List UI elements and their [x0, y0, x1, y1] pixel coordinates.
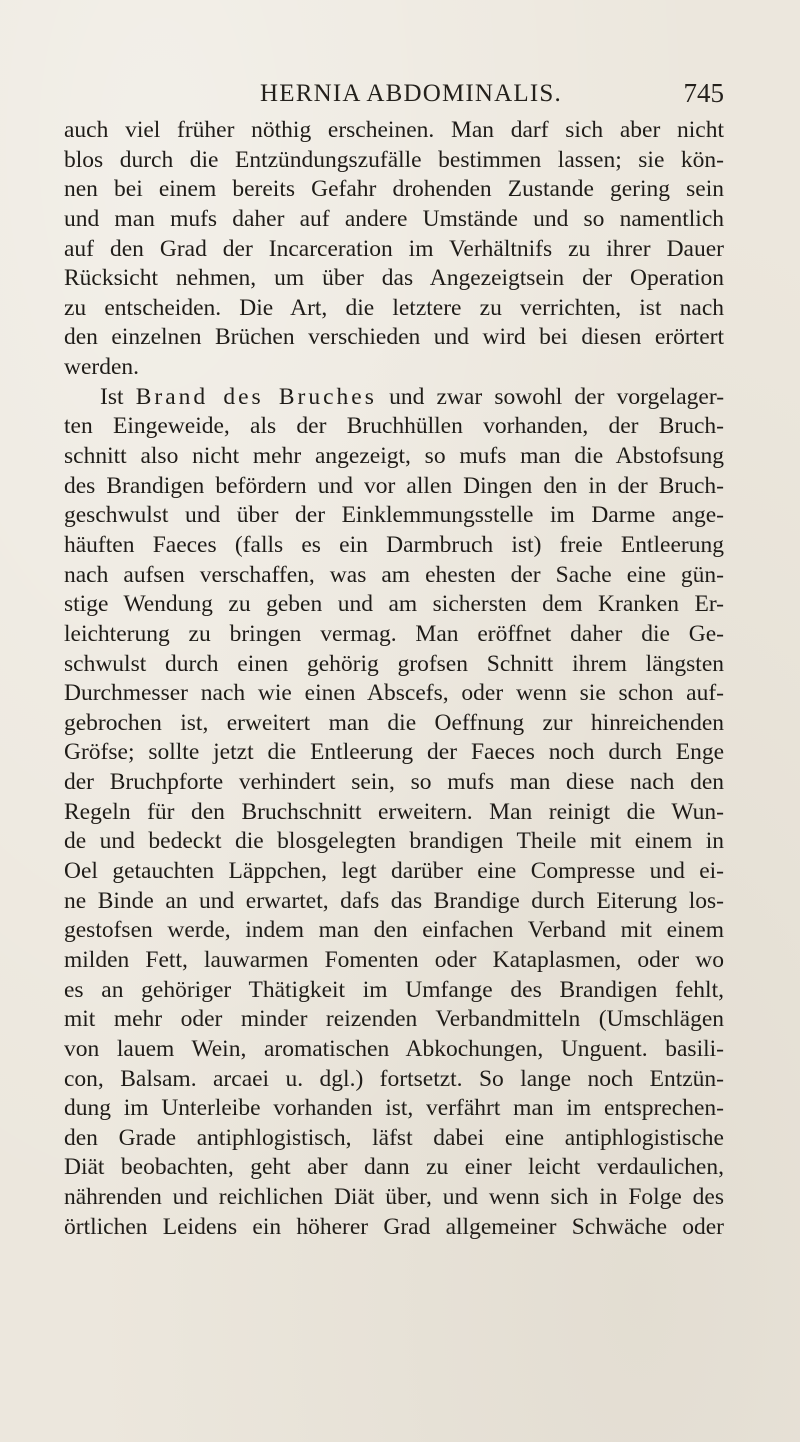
text-line: auf den Grad der Incarceration im Verhältnifs zu ihrer Dauer: [64, 235, 724, 262]
text-line: häuften Faeces (falls es ein Darmbruch ist) freie Entleerung: [64, 531, 724, 558]
text-line: werden.: [64, 354, 140, 381]
text-line: örtlichen Leidens ein höherer Grad allgemeiner Schwäche oder: [64, 1213, 724, 1240]
page-number: 745: [683, 78, 724, 108]
text-line: milden Fett, lauwarmen Fomenten oder Kataplasmen, oder wo: [64, 946, 724, 973]
text-line: ne Binde an und erwartet, dafs das Brandige durch Eiterung los-: [64, 887, 724, 914]
text-line: blos durch die Entzündungszufälle bestimmen lassen; sie kön-: [64, 146, 724, 173]
text-line: ten Eingeweide, als der Bruchhüllen vorhanden, der Bruch-: [64, 413, 724, 440]
text-line: Diät beobachten, geht aber dann zu einer leicht verdaulichen,: [64, 1154, 724, 1181]
text-line: Gröfse; sollte jetzt die Entleerung der Faeces noch durch Enge: [64, 739, 724, 766]
text-line: schnitt also nicht mehr angezeigt, so mufs man die Abstofsung: [64, 443, 724, 470]
text-line: nach aufsen verschaffen, was am ehesten der Sache eine gün-: [64, 561, 724, 588]
text-line: von lauem Wein, aromatischen Abkochungen, Unguent. basili-: [64, 1035, 724, 1062]
text-line: des Brandigen befördern und vor allen Dingen den in der Bruch-: [64, 472, 724, 499]
text-line: stige Wendung zu geben und am sichersten dem Kranken Er-: [64, 591, 724, 618]
text-line: gestofsen werde, indem man den einfachen Verband mit einem: [64, 917, 724, 944]
text-line: Regeln für den Bruchschnitt erweitern. Man reinigt die Wun-: [64, 798, 724, 825]
text-line: Rücksicht nehmen, um über das Angezeigtsein der Operation: [64, 265, 724, 292]
text-line: es an gehöriger Thätigkeit im Umfange des Brandigen fehlt,: [64, 976, 724, 1003]
spaced-emphasis: Brand des Bruches: [135, 383, 377, 410]
text-line: den Grade antiphlogistisch, läfst dabei eine antiphlogistische: [64, 1124, 724, 1151]
running-title: HERNIA ABDOMINALIS.: [260, 80, 562, 107]
text-line: gebrochen ist, erweitert man die Oeffnung zur hinreichenden: [64, 709, 724, 736]
paragraph-lead-word: Ist: [100, 383, 124, 410]
text-line: schwulst durch einen gehörig grofsen Schnitt ihrem längsten: [64, 650, 724, 677]
text-line: Oel getauchten Läppchen, legt darüber eine Compresse und ei-: [64, 858, 724, 885]
body-text: [64, 116, 724, 1242]
text-line: con, Balsam. arcaei u. dgl.) fortsetzt. So lange noch Entzün-: [64, 1065, 724, 1092]
text-line: der Bruchpforte verhindert sein, so mufs man diese nach den: [64, 769, 724, 796]
text-line: nährenden und reichlichen Diät über, und wenn sich in Folge des: [64, 1184, 724, 1211]
text-line: dung im Unterleibe vorhanden ist, verfährt man im entsprechen-: [64, 1095, 724, 1122]
text-line: mit mehr oder minder reizenden Verbandmitteln (Umschlägen: [64, 1006, 724, 1033]
text-line: den einzelnen Brüchen verschieden und wird bei diesen erörtert: [64, 324, 724, 351]
text-line: auch viel früher nöthig erscheinen. Man darf sich aber nicht: [64, 117, 724, 143]
text-line: und man mufs daher auf andere Umstände und so namentlich: [64, 205, 724, 232]
text-line: de und bedeckt die blosgelegten brandigen Theile mit einem in: [64, 828, 724, 855]
page-header: [238, 74, 724, 114]
paragraph-start-rest: und zwar sowohl der vorgelager-: [389, 383, 725, 410]
text-line: nen bei einem bereits Gefahr drohenden Zustande gering sein: [64, 176, 724, 203]
text-line: zu entscheiden. Die Art, die letztere zu verrichten, ist nach: [64, 294, 724, 321]
text-line: geschwulst und über der Einklemmungsstelle im Darme ange-: [64, 502, 724, 529]
text-line: Durchmesser nach wie einen Abscefs, oder wenn sie schon auf-: [64, 680, 724, 707]
text-line: leichterung zu bringen vermag. Man eröffnet daher die Ge-: [64, 620, 724, 647]
paragraph-start-line: [64, 383, 724, 413]
